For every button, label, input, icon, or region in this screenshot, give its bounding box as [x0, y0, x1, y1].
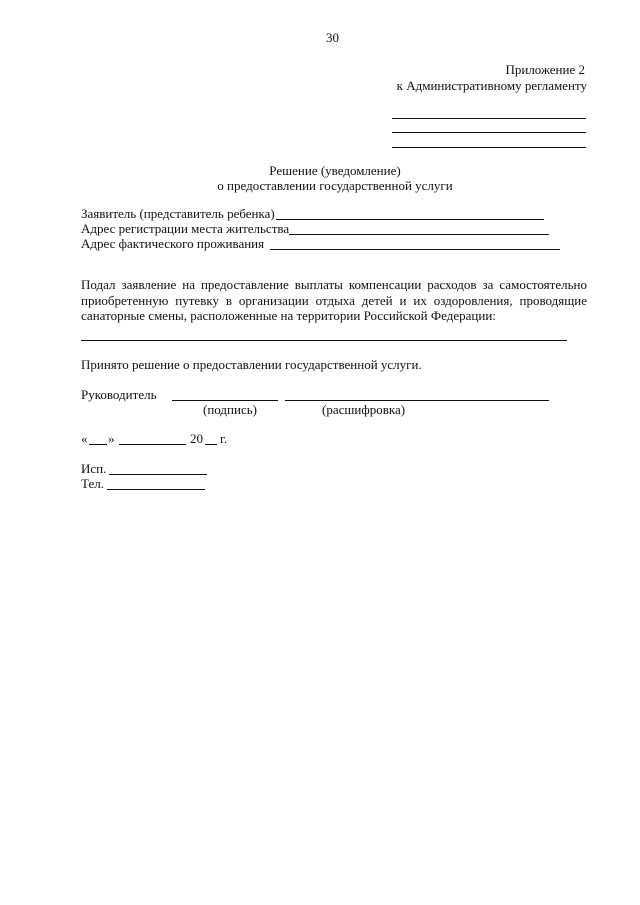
document-title: Решение (уведомление) [269, 163, 401, 178]
executor-label: Исп. [81, 461, 107, 476]
date-year-prefix: 20 [190, 431, 203, 446]
application-details-field[interactable] [81, 340, 567, 341]
header-blank-line-2[interactable] [392, 132, 586, 133]
head-label: Руководитель [81, 387, 157, 402]
header-blank-line-3[interactable] [392, 147, 586, 148]
transcript-caption: (расшифровка) [322, 402, 406, 417]
application-paragraph: Подал заявление на предоставление выплаты компенсации расходов за самостоятельно приобретенную путевку в организации отдыха детей и их оздоровления, проводящие санаторные смены, расположенные на территории Российской Федерации: [81, 277, 587, 323]
signature-caption: (подпись) [203, 402, 257, 417]
applicant-label: Заявитель (представитель ребенка) [81, 206, 275, 221]
actual-address-label: Адрес фактического проживания [81, 236, 265, 251]
executor-field[interactable] [109, 474, 207, 475]
document-subtitle: о предоставлении государственной услуги [217, 178, 453, 193]
actual-address-field[interactable] [270, 249, 560, 250]
decision-statement: Принято решение о предоставлении государственной услуги. [81, 357, 422, 372]
signature-transcript-field[interactable] [285, 400, 549, 401]
registration-address-label: Адрес регистрации места жительства [81, 221, 290, 236]
registration-address-field[interactable] [289, 234, 549, 235]
date-year-suffix: г. [220, 431, 228, 446]
date-open-quote: « [81, 431, 88, 446]
date-month-field[interactable] [119, 444, 186, 445]
appendix-number: Приложение 2 [505, 62, 585, 77]
date-year-field[interactable] [205, 444, 217, 445]
applicant-field[interactable] [276, 219, 544, 220]
page-number: 30 [326, 30, 339, 45]
date-day-field[interactable] [89, 444, 107, 445]
header-blank-line-1[interactable] [392, 118, 586, 119]
signature-field[interactable] [172, 400, 278, 401]
phone-label: Тел. [81, 476, 104, 491]
phone-field[interactable] [107, 489, 205, 490]
date-close-quote: » [108, 431, 115, 446]
appendix-regulation: к Административному регламенту [396, 78, 587, 93]
